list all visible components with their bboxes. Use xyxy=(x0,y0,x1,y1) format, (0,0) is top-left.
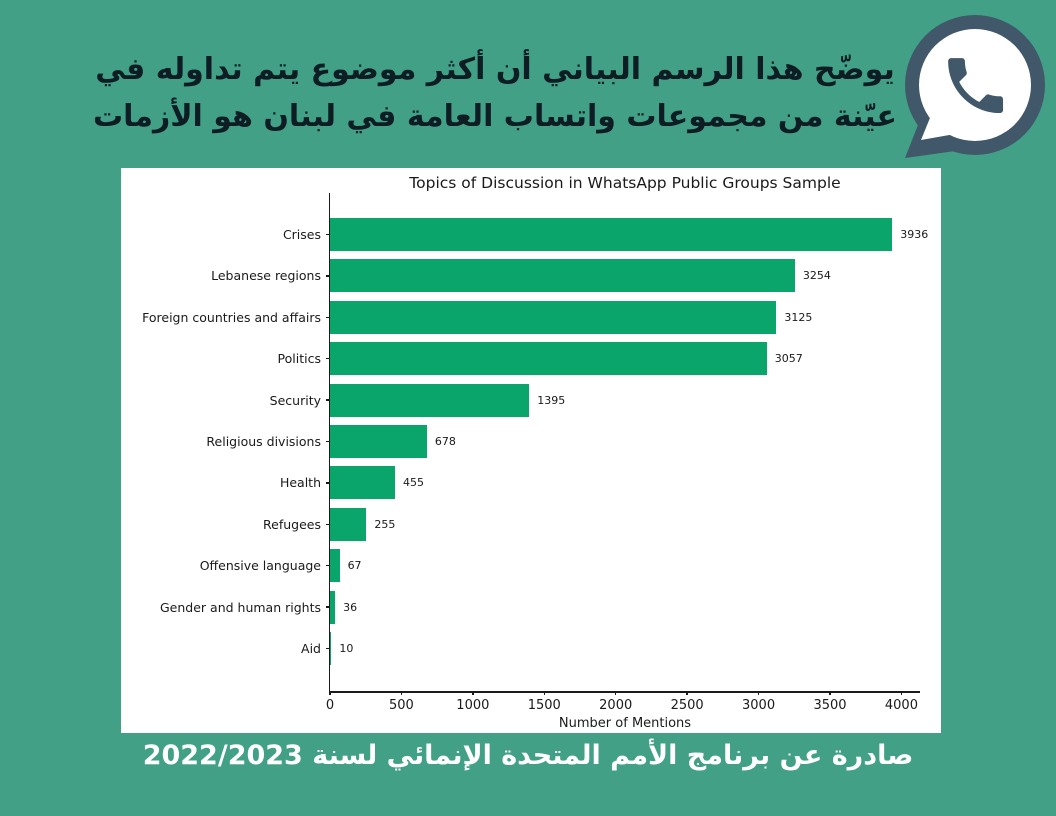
category-label: Gender and human rights xyxy=(160,599,321,615)
bar-offensive-language xyxy=(330,549,340,582)
heading-line2: عيّنة من مجموعات واتساب العامة في لبنان هو الأزمات xyxy=(92,99,898,134)
value-label: 67 xyxy=(347,559,362,573)
x-axis-spine xyxy=(329,691,921,693)
category-label: Crises xyxy=(282,227,321,242)
category-label: Health xyxy=(279,475,321,491)
bar-health xyxy=(330,466,395,499)
category-label: Aid xyxy=(301,641,321,656)
x-axis-label: Number of Mentions xyxy=(558,716,692,731)
x-tick-label: 1000 xyxy=(456,698,490,713)
category-label: Religious divisions xyxy=(206,434,321,449)
value-label: 3936 xyxy=(900,228,929,241)
value-label: 455 xyxy=(403,476,424,490)
x-tick-label: 3000 xyxy=(742,698,776,713)
x-tick-label: 2500 xyxy=(670,698,704,713)
bar-foreign-countries-and-affairs xyxy=(330,301,776,334)
x-tick-label: 2000 xyxy=(599,698,633,713)
x-tick-label: 3500 xyxy=(813,698,847,713)
x-tick-label: 0 xyxy=(325,698,335,713)
source-caption: صادرة عن برنامج الأمم المتحدة الإنمائي لسنة 2022/2023 xyxy=(142,740,914,771)
category-label: Security xyxy=(269,392,321,408)
value-label: 3254 xyxy=(802,269,831,283)
category-label: Offensive language xyxy=(199,558,321,574)
category-label: Refugees xyxy=(263,516,321,532)
x-tick-label: 500 xyxy=(389,698,414,713)
y-axis-spine xyxy=(329,193,331,691)
category-label: Politics xyxy=(277,351,321,367)
heading-line1: يوضّح هذا الرسم البياني أن أكثر موضوع يتم تداوله في xyxy=(95,52,895,87)
x-tick-label: 1500 xyxy=(527,698,561,713)
value-label: 1395 xyxy=(537,393,566,407)
whatsapp-icon xyxy=(893,10,1049,166)
category-label: Lebanese regions xyxy=(211,268,321,284)
bar-religious-divisions xyxy=(330,425,427,458)
category-label: Foreign countries and affairs xyxy=(142,309,321,325)
chart-panel xyxy=(121,168,941,733)
chart-title: Topics of Discussion in WhatsApp Public Groups Sample xyxy=(409,174,841,192)
value-label: 678 xyxy=(434,435,456,448)
value-label: 10 xyxy=(339,642,354,655)
value-label: 3125 xyxy=(784,310,813,324)
bar-gender-and-human-rights xyxy=(330,591,335,624)
x-tick-label: 4000 xyxy=(884,698,918,713)
bar-chart-plot xyxy=(121,168,941,733)
bar-politics xyxy=(330,342,767,375)
value-label: 255 xyxy=(374,517,396,531)
bar-lebanese-regions xyxy=(330,259,795,292)
bar-security xyxy=(330,384,529,417)
bar-crises xyxy=(330,218,892,251)
value-label: 36 xyxy=(343,600,358,614)
heading xyxy=(30,46,960,140)
bar-aid xyxy=(330,632,331,665)
bar-refugees xyxy=(330,508,366,541)
value-label: 3057 xyxy=(774,352,803,366)
